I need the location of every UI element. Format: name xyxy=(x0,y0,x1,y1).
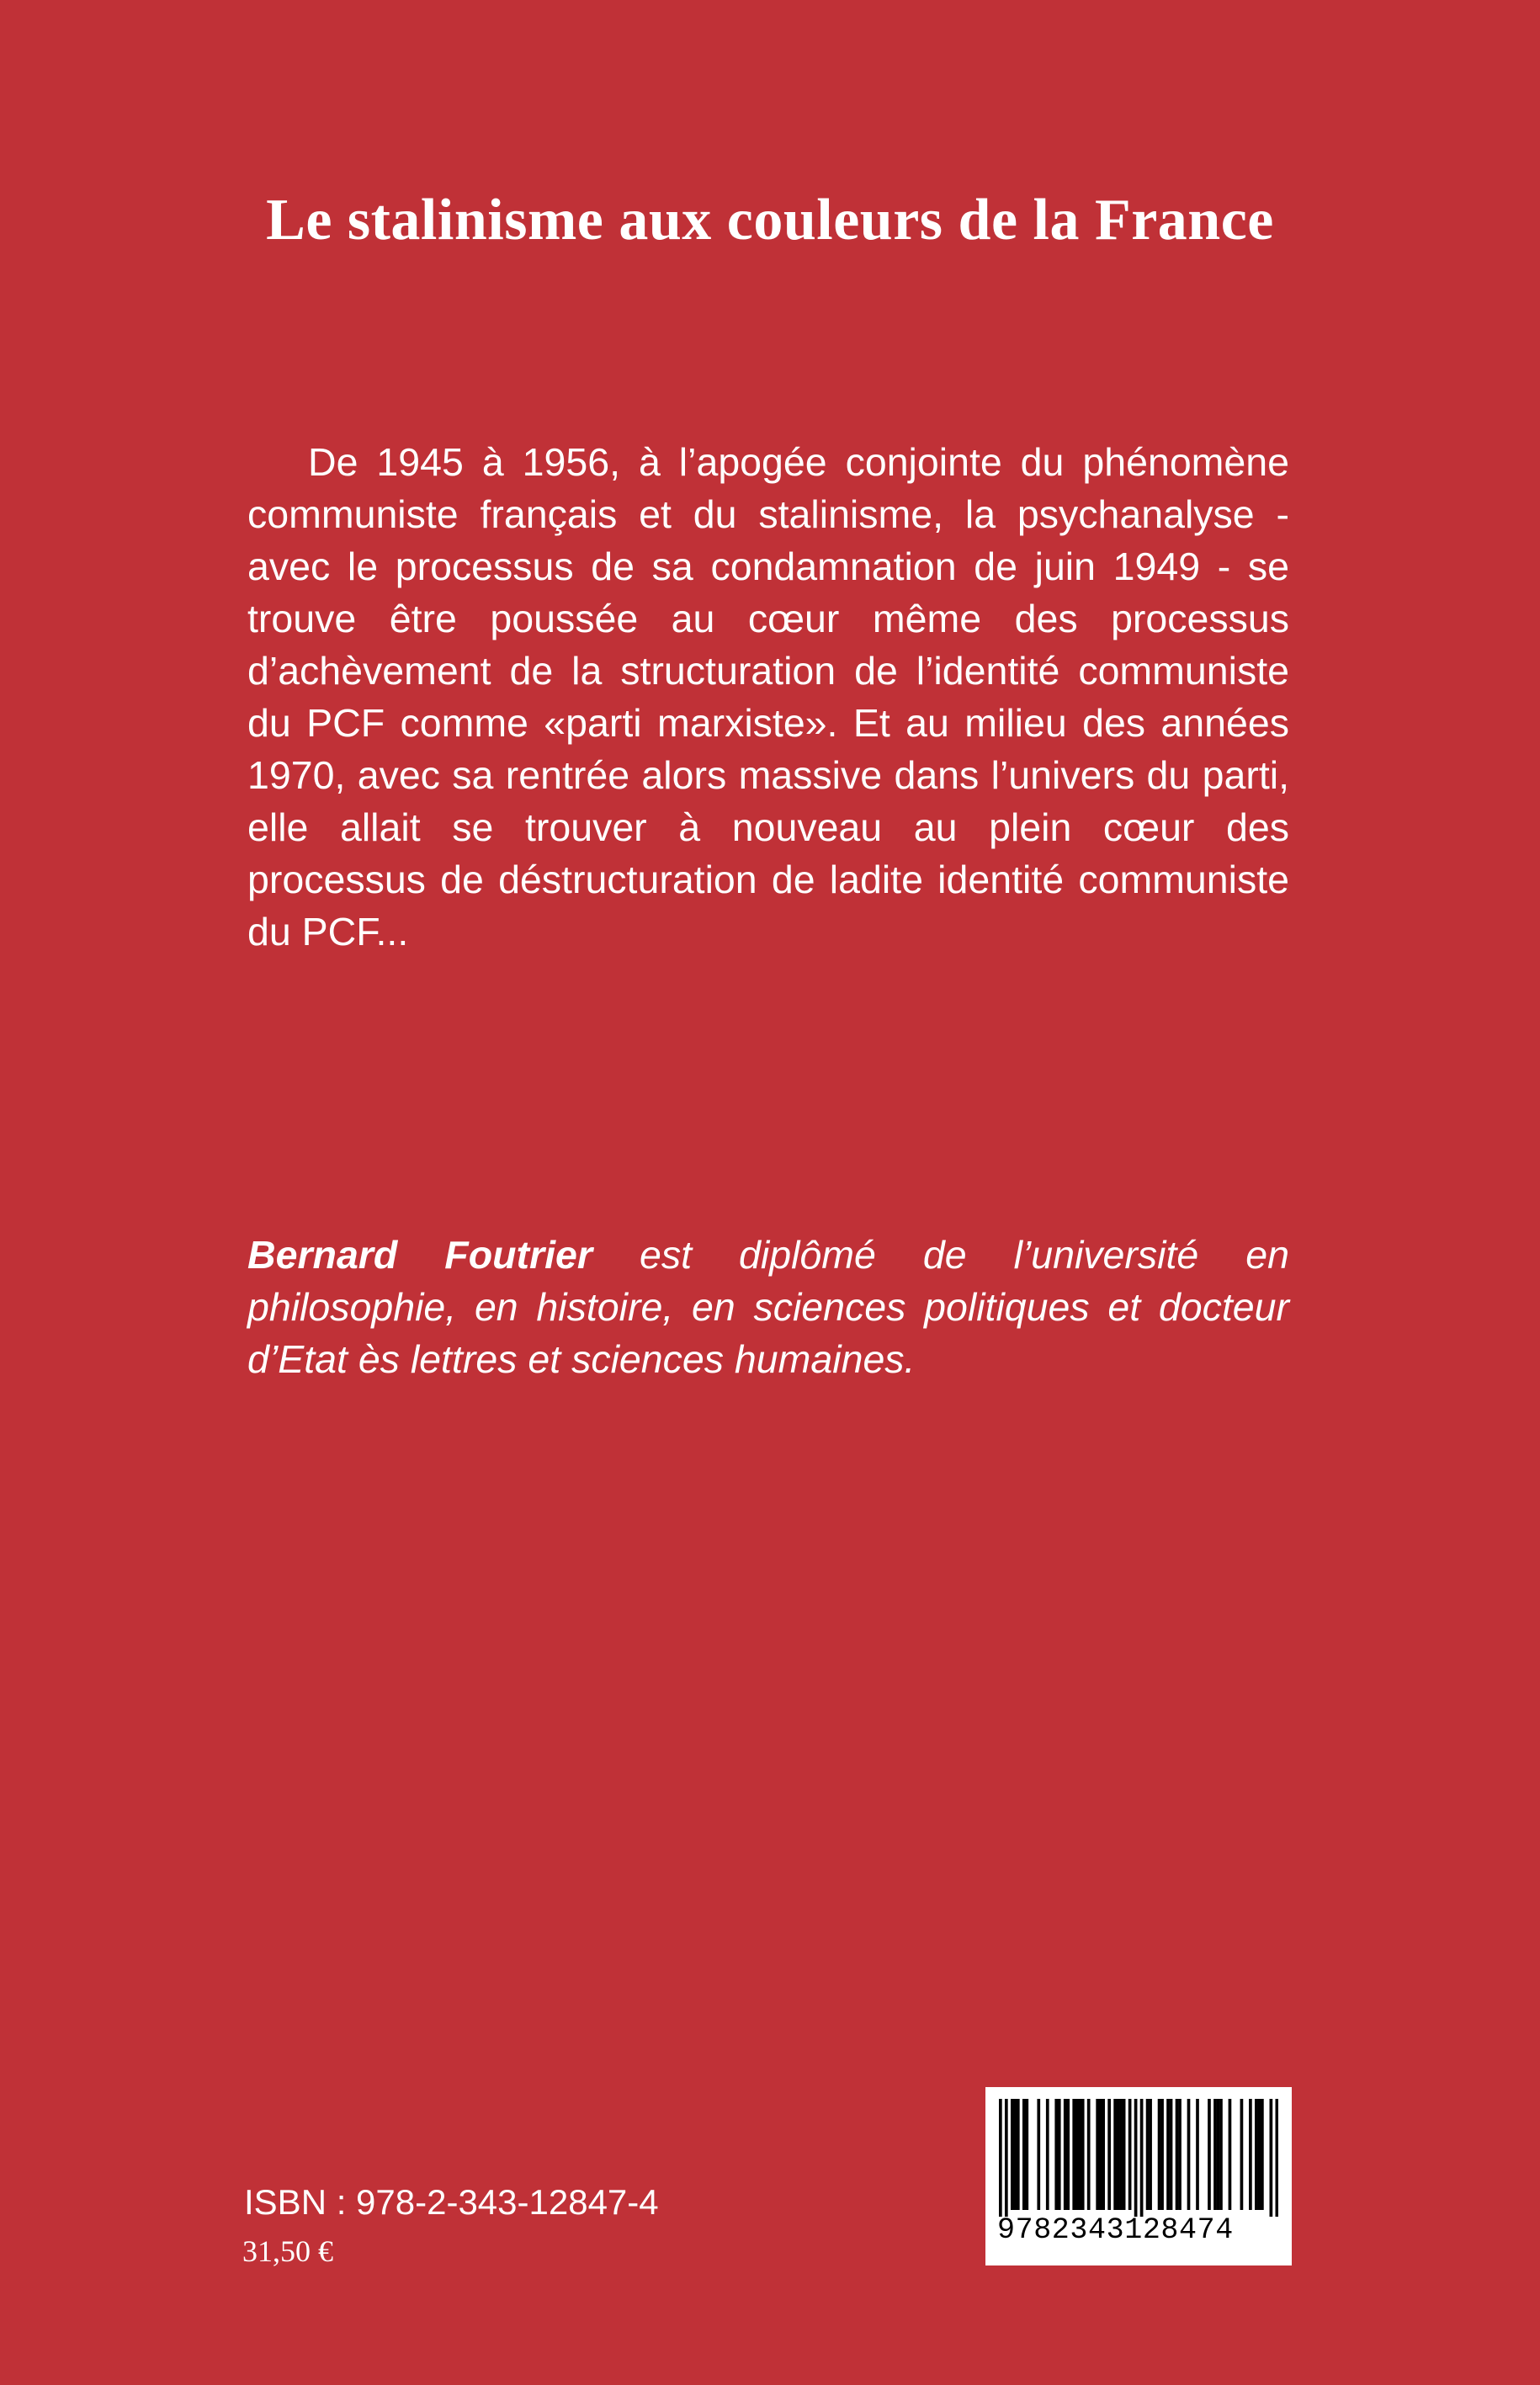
barcode-bar xyxy=(1208,2099,1211,2210)
barcode-bar xyxy=(999,2099,1002,2217)
barcode-bar xyxy=(1149,2099,1152,2210)
barcode-bar xyxy=(1217,2099,1220,2210)
barcode-bar xyxy=(1270,2099,1273,2217)
barcode-bar xyxy=(1013,2099,1017,2210)
barcode-bar xyxy=(1058,2099,1061,2210)
barcode-bar xyxy=(1276,2099,1278,2217)
barcode-bar xyxy=(1128,2099,1132,2210)
author-name: Bernard Foutrier xyxy=(247,1233,592,1277)
barcode-bar xyxy=(1123,2099,1126,2210)
barcode-bar xyxy=(1249,2099,1252,2210)
isbn-label: ISBN : 978-2-343-12847-4 xyxy=(244,2182,659,2222)
barcode-bar xyxy=(1176,2099,1179,2210)
barcode-bar xyxy=(1160,2099,1164,2210)
barcode-bar xyxy=(1011,2099,1014,2210)
barcode-bar xyxy=(1022,2099,1026,2210)
barcode-bar xyxy=(1166,2099,1170,2210)
barcode-bar xyxy=(1054,2099,1058,2210)
barcode-bar xyxy=(1134,2099,1138,2217)
barcode-bar xyxy=(1258,2099,1261,2210)
price-label: 31,50 € xyxy=(242,2234,333,2268)
summary-paragraph: De 1945 à 1956, à l’apogée conjointe du phénomène communiste français et du stalinisme, la psychanalyse - avec le processus de sa condamnation de juin 1949 - se trouve être poussée au cœur même des processus d’achèvement de la structuration de l’identité communiste du PCF comme «parti marxiste». Et au milieu des années 1970, avec sa rentrée alors massive dans l’univers du parti, elle allait se trouver à nouveau au plein cœur des processus de déstructuration de ladite identité communiste du PCF... xyxy=(247,440,1289,953)
author-bio-text: est diplômé de l’université en philosophie, en histoire, en sciences politiques et docteur d’Etat ès lettres et sciences humaines. xyxy=(247,1233,1289,1381)
book-title: Le stalinisme aux couleurs de la France xyxy=(266,188,1274,252)
barcode-bar xyxy=(1107,2099,1111,2210)
barcode-bar xyxy=(1146,2099,1150,2210)
barcode-bar xyxy=(1102,2099,1105,2210)
barcode-bar xyxy=(1072,2099,1075,2210)
barcode-bar xyxy=(1213,2099,1217,2210)
barcode-bar xyxy=(1025,2099,1028,2210)
barcode-bar xyxy=(1081,2099,1085,2210)
barcode-bar xyxy=(1178,2099,1182,2210)
barcode-bar xyxy=(1046,2099,1049,2210)
barcode-bar xyxy=(1017,2099,1020,2210)
barcode-bar xyxy=(1170,2099,1173,2210)
barcode-bar xyxy=(1255,2099,1258,2210)
barcode-bars-icon xyxy=(999,2099,1278,2217)
barcode-bar xyxy=(1219,2099,1223,2210)
barcode-bar xyxy=(1075,2099,1079,2210)
barcode-bar xyxy=(1229,2099,1232,2210)
barcode-bar xyxy=(1113,2099,1117,2210)
barcode-bar xyxy=(1261,2099,1264,2210)
barcode-bar xyxy=(1096,2099,1099,2210)
barcode-bar xyxy=(1140,2099,1144,2217)
barcode-bar xyxy=(1117,2099,1120,2210)
barcode-bar xyxy=(1037,2099,1040,2210)
barcode-bar xyxy=(1099,2099,1102,2210)
barcode-bar xyxy=(1158,2099,1161,2210)
barcode-bar xyxy=(1196,2099,1199,2210)
barcode-bar xyxy=(1078,2099,1081,2210)
barcode-bar xyxy=(1187,2099,1191,2210)
barcode-bar xyxy=(1119,2099,1123,2210)
barcode-bar xyxy=(1064,2099,1067,2210)
barcode-bar xyxy=(1087,2099,1091,2210)
barcode-bar xyxy=(1066,2099,1070,2210)
barcode-bar xyxy=(1005,2099,1008,2217)
author-bio xyxy=(247,1229,1289,1385)
barcode xyxy=(985,2087,1292,2265)
barcode-bar xyxy=(1240,2099,1244,2210)
barcode-digits: 9782343128474 xyxy=(997,2213,1234,2247)
